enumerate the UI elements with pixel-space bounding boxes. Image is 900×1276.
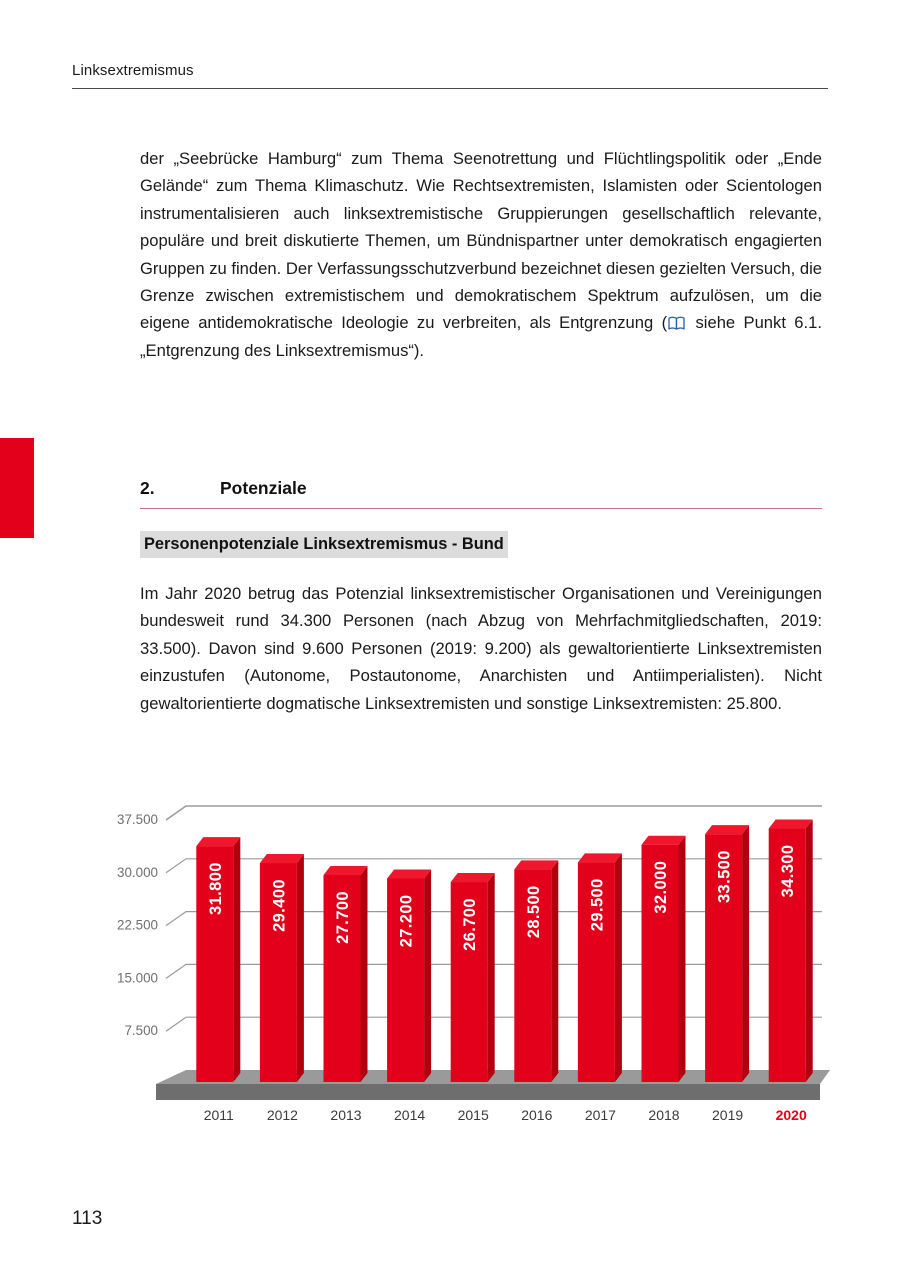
x-axis-label-2017: 2017 xyxy=(584,1107,616,1123)
running-head-rule xyxy=(72,88,828,89)
y-axis-label: 15.000 xyxy=(117,970,158,986)
bar-top-face xyxy=(451,873,495,882)
x-axis-label-2020: 2020 xyxy=(775,1107,807,1123)
bar-top-face xyxy=(260,854,304,863)
section-heading xyxy=(140,478,822,509)
bar-value-label: 34.300 xyxy=(779,844,798,898)
y-axis-label: 22.500 xyxy=(117,917,158,933)
chapter-edge-tab xyxy=(0,438,34,538)
x-axis-label-2015: 2015 xyxy=(457,1107,489,1123)
y-axis-label: 30.000 xyxy=(117,864,158,880)
section-rule xyxy=(140,508,822,509)
bar-side-face xyxy=(424,870,431,1082)
bar-value-label: 26.700 xyxy=(461,898,480,951)
bar-top-face xyxy=(769,820,813,829)
bar-2012 xyxy=(260,854,304,1082)
bar-side-face xyxy=(551,860,558,1082)
x-axis-label-2013: 2013 xyxy=(330,1107,362,1123)
section-title: Potenziale xyxy=(220,478,307,498)
bar-side-face xyxy=(361,866,368,1082)
bar-value-label: 31.800 xyxy=(206,862,225,916)
bar-side-face xyxy=(615,853,622,1082)
chart-x-axis-labels xyxy=(204,1107,807,1123)
bar-side-face xyxy=(297,854,304,1082)
book-icon xyxy=(668,311,685,325)
gridline-37.500 xyxy=(166,806,822,820)
subheading xyxy=(140,531,508,558)
bar-value-label: 32.000 xyxy=(652,860,670,914)
chart-svg xyxy=(110,782,840,1132)
bar-value-label: 27.700 xyxy=(334,890,352,944)
bar-top-face xyxy=(387,870,431,879)
intro-paragraph xyxy=(140,145,822,364)
stats-paragraph: Im Jahr 2020 betrug das Potenzial linksextremistischer Organisationen und Vereinigungen bundesweit rund 34.300 Personen (nach Abzug von Mehrfachmitgliedschaften, 2019: 33.500). Davon sind 9.600 Personen (2019: 9.200) als gewaltorientierte Linksextremisten einzustufen (Autonome, Postautonome, Anarchisten und Antiimperialisten). Nicht gewaltorientierte dogmatische Linksextremisten und sonstige Linksextremisten: 25.800. xyxy=(140,584,822,713)
chart-y-axis-labels xyxy=(117,812,158,1038)
x-axis-label-2011: 2011 xyxy=(203,1107,234,1123)
bar-top-face xyxy=(705,825,749,834)
bar-value-label: 29.400 xyxy=(270,879,289,932)
x-axis-label-2018: 2018 xyxy=(648,1107,680,1123)
page-number: 113 xyxy=(72,1208,103,1229)
bar-2019 xyxy=(705,825,749,1082)
bar-2015 xyxy=(451,873,495,1082)
section-heading-row xyxy=(140,478,822,508)
bar-top-face xyxy=(578,853,622,862)
bar-side-face xyxy=(806,820,813,1082)
bar-value-label: 33.500 xyxy=(715,850,734,904)
potenziale-bar-chart xyxy=(110,782,840,1132)
section-number: 2. xyxy=(140,478,155,498)
running-head: Linksextremismus xyxy=(72,62,194,79)
stats-paragraph-block xyxy=(140,580,822,717)
bar-top-face xyxy=(642,836,686,845)
bar-top-face xyxy=(514,860,558,869)
bar-2020 xyxy=(769,820,813,1082)
bar-value-label: 27.200 xyxy=(397,894,416,948)
bar-2014 xyxy=(387,870,431,1082)
floor-front-face xyxy=(156,1084,820,1100)
bar-top-face xyxy=(196,837,240,846)
bar-side-face xyxy=(488,873,495,1082)
bar-side-face xyxy=(233,837,240,1082)
y-axis-label: 37.500 xyxy=(117,812,158,827)
bar-2016 xyxy=(514,860,558,1082)
bar-top-face xyxy=(324,866,368,875)
subheading-text: Personenpotenziale Linksextremismus - Bund xyxy=(140,531,508,558)
bar-2018 xyxy=(642,836,686,1082)
x-axis-label-2019: 2019 xyxy=(712,1107,744,1123)
intro-paragraph-text-tail: siehe Punkt 6.1. „Entgrenzung des Linksextremismus“). xyxy=(140,313,822,360)
bar-side-face xyxy=(679,836,686,1082)
bar-value-label: 28.500 xyxy=(524,885,543,939)
intro-paragraph-block xyxy=(140,145,822,364)
bar-2017 xyxy=(578,853,622,1082)
x-axis-label-2014: 2014 xyxy=(394,1107,426,1123)
x-axis-label-2016: 2016 xyxy=(521,1107,553,1123)
bar-value-label: 29.500 xyxy=(588,878,607,932)
bar-2011 xyxy=(196,837,240,1082)
bar-2013 xyxy=(324,866,368,1082)
intro-paragraph-text: der „Seebrücke Hamburg“ zum Thema Seenotrettung und Flüchtlingspolitik oder „Ende Gelände“ zum Thema Klimaschutz. Wie Rechtsextremisten, Islamisten oder Scientologen instrumentalisieren auch linksextremistische Gruppierungen gesellschaftlich relevante, populäre und breit diskutierte Themen, um Bündnispartner unter demokratisch engagierten Gruppen zu finden. Der Verfassungsschutzverbund bezeichnet diesen gezielten Versuch, die Grenze zwischen extremistischem und demokratischem Spektrum aufzulösen, um die eigene antidemokratische Ideologie zu verbreiten, als Entgrenzung ( xyxy=(140,149,822,333)
y-axis-label: 7.500 xyxy=(124,1023,158,1039)
bar-side-face xyxy=(742,825,749,1082)
x-axis-label-2012: 2012 xyxy=(266,1107,298,1123)
